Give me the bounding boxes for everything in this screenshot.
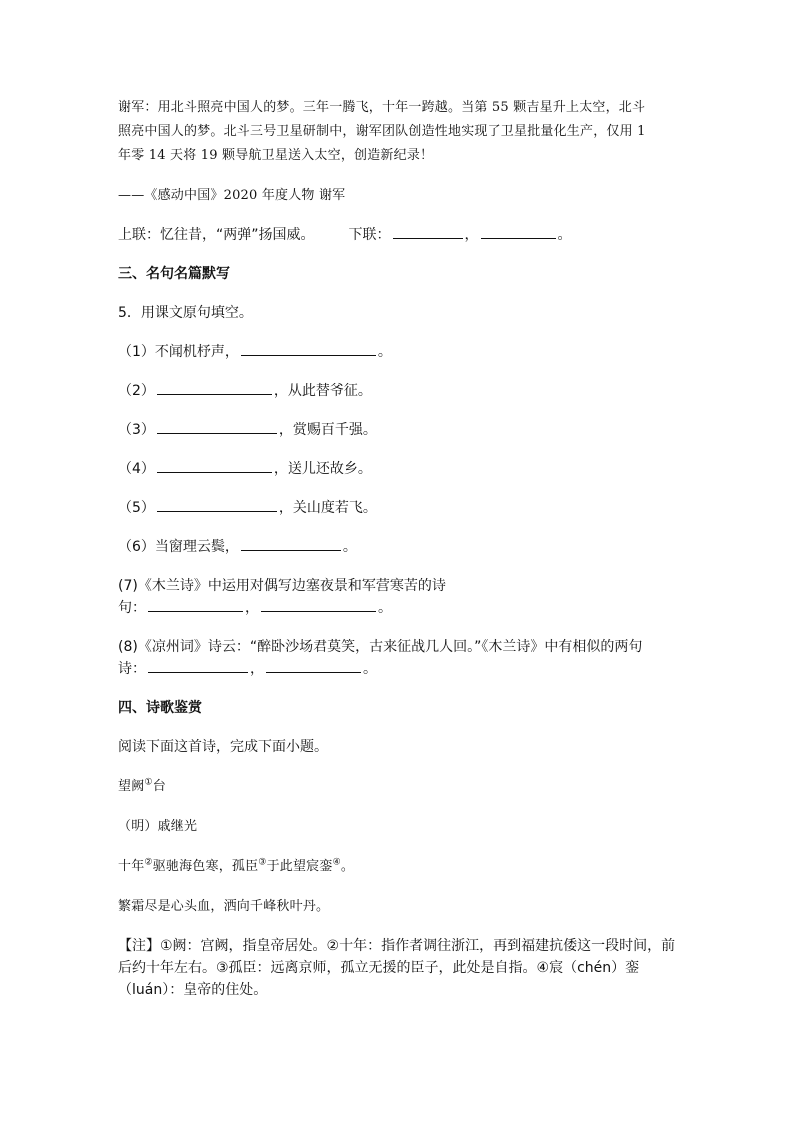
document-page bbox=[118, 96, 678, 1001]
intro-passage bbox=[118, 96, 678, 168]
poem-author: （明）戚继光 bbox=[118, 819, 198, 834]
fill-item: （3） ，赏赐百千强。 bbox=[118, 419, 678, 441]
footnote-marker: ④ bbox=[332, 857, 341, 868]
note-line: 【注】①阙：宫阙，指皇帝居处。②十年：指作者调往浙江，再到福建抗倭这一段时间，前 bbox=[118, 938, 676, 954]
answer-blank[interactable] bbox=[261, 597, 376, 612]
question-prompt: 5．用课文原句填空。 bbox=[118, 305, 253, 321]
answer-blank[interactable] bbox=[157, 419, 277, 434]
section-heading: 三、名句名篇默写 bbox=[118, 266, 230, 282]
answer-blank[interactable] bbox=[241, 536, 341, 551]
answer-blank[interactable] bbox=[157, 458, 272, 473]
couplet-lower-label: 下联： bbox=[348, 227, 391, 243]
note-line: （luán）：皇帝的住处。 bbox=[118, 982, 268, 998]
poem-notes bbox=[118, 935, 678, 1001]
answer-blank[interactable] bbox=[481, 224, 556, 239]
fill-item: （6）当窗理云鬓， 。 bbox=[118, 536, 678, 558]
fill-item: 句： ， 。 bbox=[118, 597, 678, 619]
footnote-marker: ② bbox=[144, 857, 153, 868]
reading-instruction: 阅读下面这首诗，完成下面小题。 bbox=[118, 739, 328, 755]
couplet-upper: 上联：忆往昔，“两弹”扬国威。 bbox=[118, 227, 315, 243]
fill-item-line: (8)《凉州词》诗云：“醉卧沙场君莫笑，古来征战几人回。”《木兰诗》中有相似的两句 bbox=[118, 639, 643, 655]
answer-blank[interactable] bbox=[157, 380, 272, 395]
fill-item: （1）不闻机杼声， 。 bbox=[118, 341, 678, 363]
intro-line: 谢军：用北斗照亮中国人的梦。三年一腾飞，十年一跨越。当第 55 颗吉星升上太空，北斗 bbox=[118, 100, 646, 115]
note-line: 后约十年左右。③孤臣：远离京师，孤立无援的臣子，此处是自指。④宸（chén）銮 bbox=[118, 960, 640, 976]
answer-blank[interactable] bbox=[148, 658, 248, 673]
fill-item: （5） ，关山度若飞。 bbox=[118, 497, 678, 519]
fill-item: （2） ，从此替爷征。 bbox=[118, 380, 678, 402]
poem-line: 繁霜尽是心头血，洒向千峰秋叶丹。 bbox=[118, 899, 330, 914]
couplet-line: 上联：忆往昔，“两弹”扬国威。 下联： ， 。 bbox=[118, 224, 678, 246]
answer-blank[interactable] bbox=[266, 658, 361, 673]
footnote-marker: ① bbox=[144, 777, 153, 788]
answer-blank[interactable] bbox=[148, 597, 243, 612]
intro-line: 照亮中国人的梦。北斗三号卫星研制中，谢军团队创造性地实现了卫星批量化生产，仅用 1 bbox=[118, 124, 646, 139]
answer-blank[interactable] bbox=[241, 341, 376, 356]
footnote-marker: ③ bbox=[258, 857, 267, 868]
fill-item: （4） ，送儿还故乡。 bbox=[118, 458, 678, 480]
intro-line: 年零 14 天将 19 颗导航卫星送入太空，创造新纪录！ bbox=[118, 148, 434, 163]
answer-blank[interactable] bbox=[393, 224, 463, 239]
fill-item: 诗： ， 。 bbox=[118, 658, 678, 680]
fill-item-line: (7)《木兰诗》中运用对偶写边塞夜景和军营寒苦的诗 bbox=[118, 578, 446, 594]
poem-line: 十年②驱驰海色寒，孤臣③于此望宸銮④。 bbox=[118, 857, 355, 874]
intro-source: ——《感动中国》2020 年度人物 谢军 bbox=[118, 188, 346, 203]
answer-blank[interactable] bbox=[157, 497, 277, 512]
poem-title: 望阙①台 bbox=[118, 777, 166, 794]
section-heading: 四、诗歌鉴赏 bbox=[118, 700, 202, 716]
